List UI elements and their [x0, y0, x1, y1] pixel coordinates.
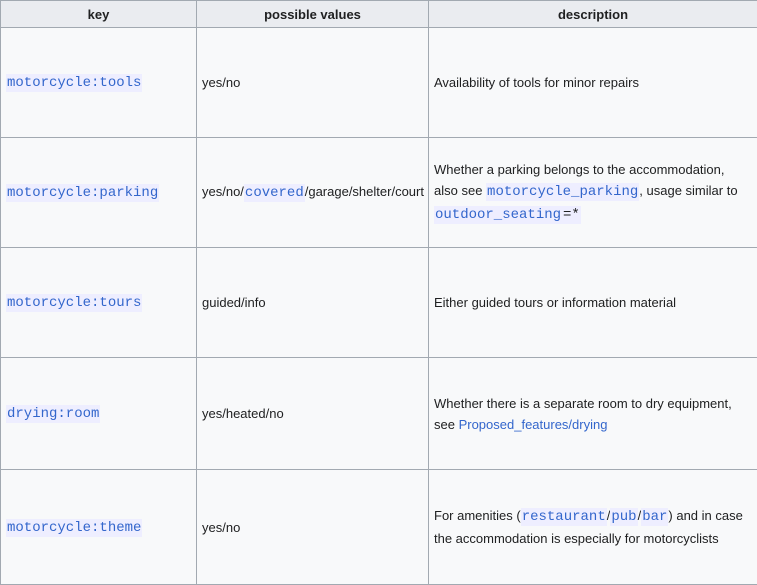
text-run: yes/no/ — [202, 184, 244, 199]
values-cell — [197, 138, 429, 248]
text-run: /garage/shelter/court — [305, 184, 424, 199]
description-cell — [429, 138, 757, 248]
tag-key-link[interactable]: motorcycle:theme — [6, 519, 142, 537]
column-header-possible-values: possible values — [197, 1, 429, 28]
description-cell — [429, 358, 757, 470]
text-run: Availability of tools for minor repairs — [434, 75, 639, 90]
tag-key-link[interactable]: outdoor_seating — [434, 206, 562, 224]
text-run: also see — [434, 183, 486, 198]
tag-key-link[interactable]: motorcycle:tools — [6, 74, 142, 92]
column-header-key: key — [1, 1, 197, 28]
table-row — [1, 138, 757, 248]
tag-key-link[interactable]: drying:room — [6, 405, 100, 423]
text-run: / — [607, 508, 611, 523]
description-cell — [429, 28, 757, 138]
column-header-description: description — [429, 1, 757, 28]
tag-key-link[interactable]: motorcycle_parking — [486, 183, 639, 201]
tag-key-link[interactable]: motorcycle:tours — [6, 294, 142, 312]
text-run: Whether a parking belongs to the accommodation, — [434, 162, 725, 177]
key-cell — [1, 138, 197, 248]
tag-key-link[interactable]: motorcycle:parking — [6, 184, 159, 202]
table-row — [1, 358, 757, 470]
description-cell — [429, 470, 757, 585]
tag-key-link[interactable]: pub — [610, 508, 637, 526]
values-cell — [197, 470, 429, 585]
text-run: / — [638, 508, 642, 523]
header-row — [1, 1, 757, 28]
text-run: yes/heated/no — [202, 406, 284, 421]
text-run: ) and in case — [668, 508, 742, 523]
table-row — [1, 28, 757, 138]
tag-key-link[interactable]: bar — [641, 508, 668, 526]
text-run: the accommodation is especially for motorcyclists — [434, 531, 719, 546]
text-run: guided/info — [202, 295, 266, 310]
description-cell — [429, 248, 757, 358]
key-cell — [1, 470, 197, 585]
text-run: Either guided tours or information material — [434, 295, 676, 310]
text-run: yes/no — [202, 75, 240, 90]
key-cell — [1, 358, 197, 470]
text-run: , usage similar to — [639, 183, 737, 198]
text-run: see — [434, 417, 459, 432]
tag-key-link[interactable]: restaurant — [521, 508, 607, 526]
table-body — [1, 28, 757, 585]
text-run: For amenities ( — [434, 508, 521, 523]
values-cell — [197, 28, 429, 138]
table-row — [1, 248, 757, 358]
text-run: Whether there is a separate room to dry equipment, — [434, 396, 732, 411]
values-cell — [197, 248, 429, 358]
key-cell — [1, 248, 197, 358]
key-cell — [1, 28, 197, 138]
inline-code: =* — [562, 206, 581, 224]
table-row — [1, 470, 757, 585]
values-cell — [197, 358, 429, 470]
text-run: yes/no — [202, 520, 240, 535]
tag-key-link[interactable]: covered — [244, 184, 305, 202]
wiki-link[interactable]: Proposed_features/drying — [459, 417, 608, 432]
